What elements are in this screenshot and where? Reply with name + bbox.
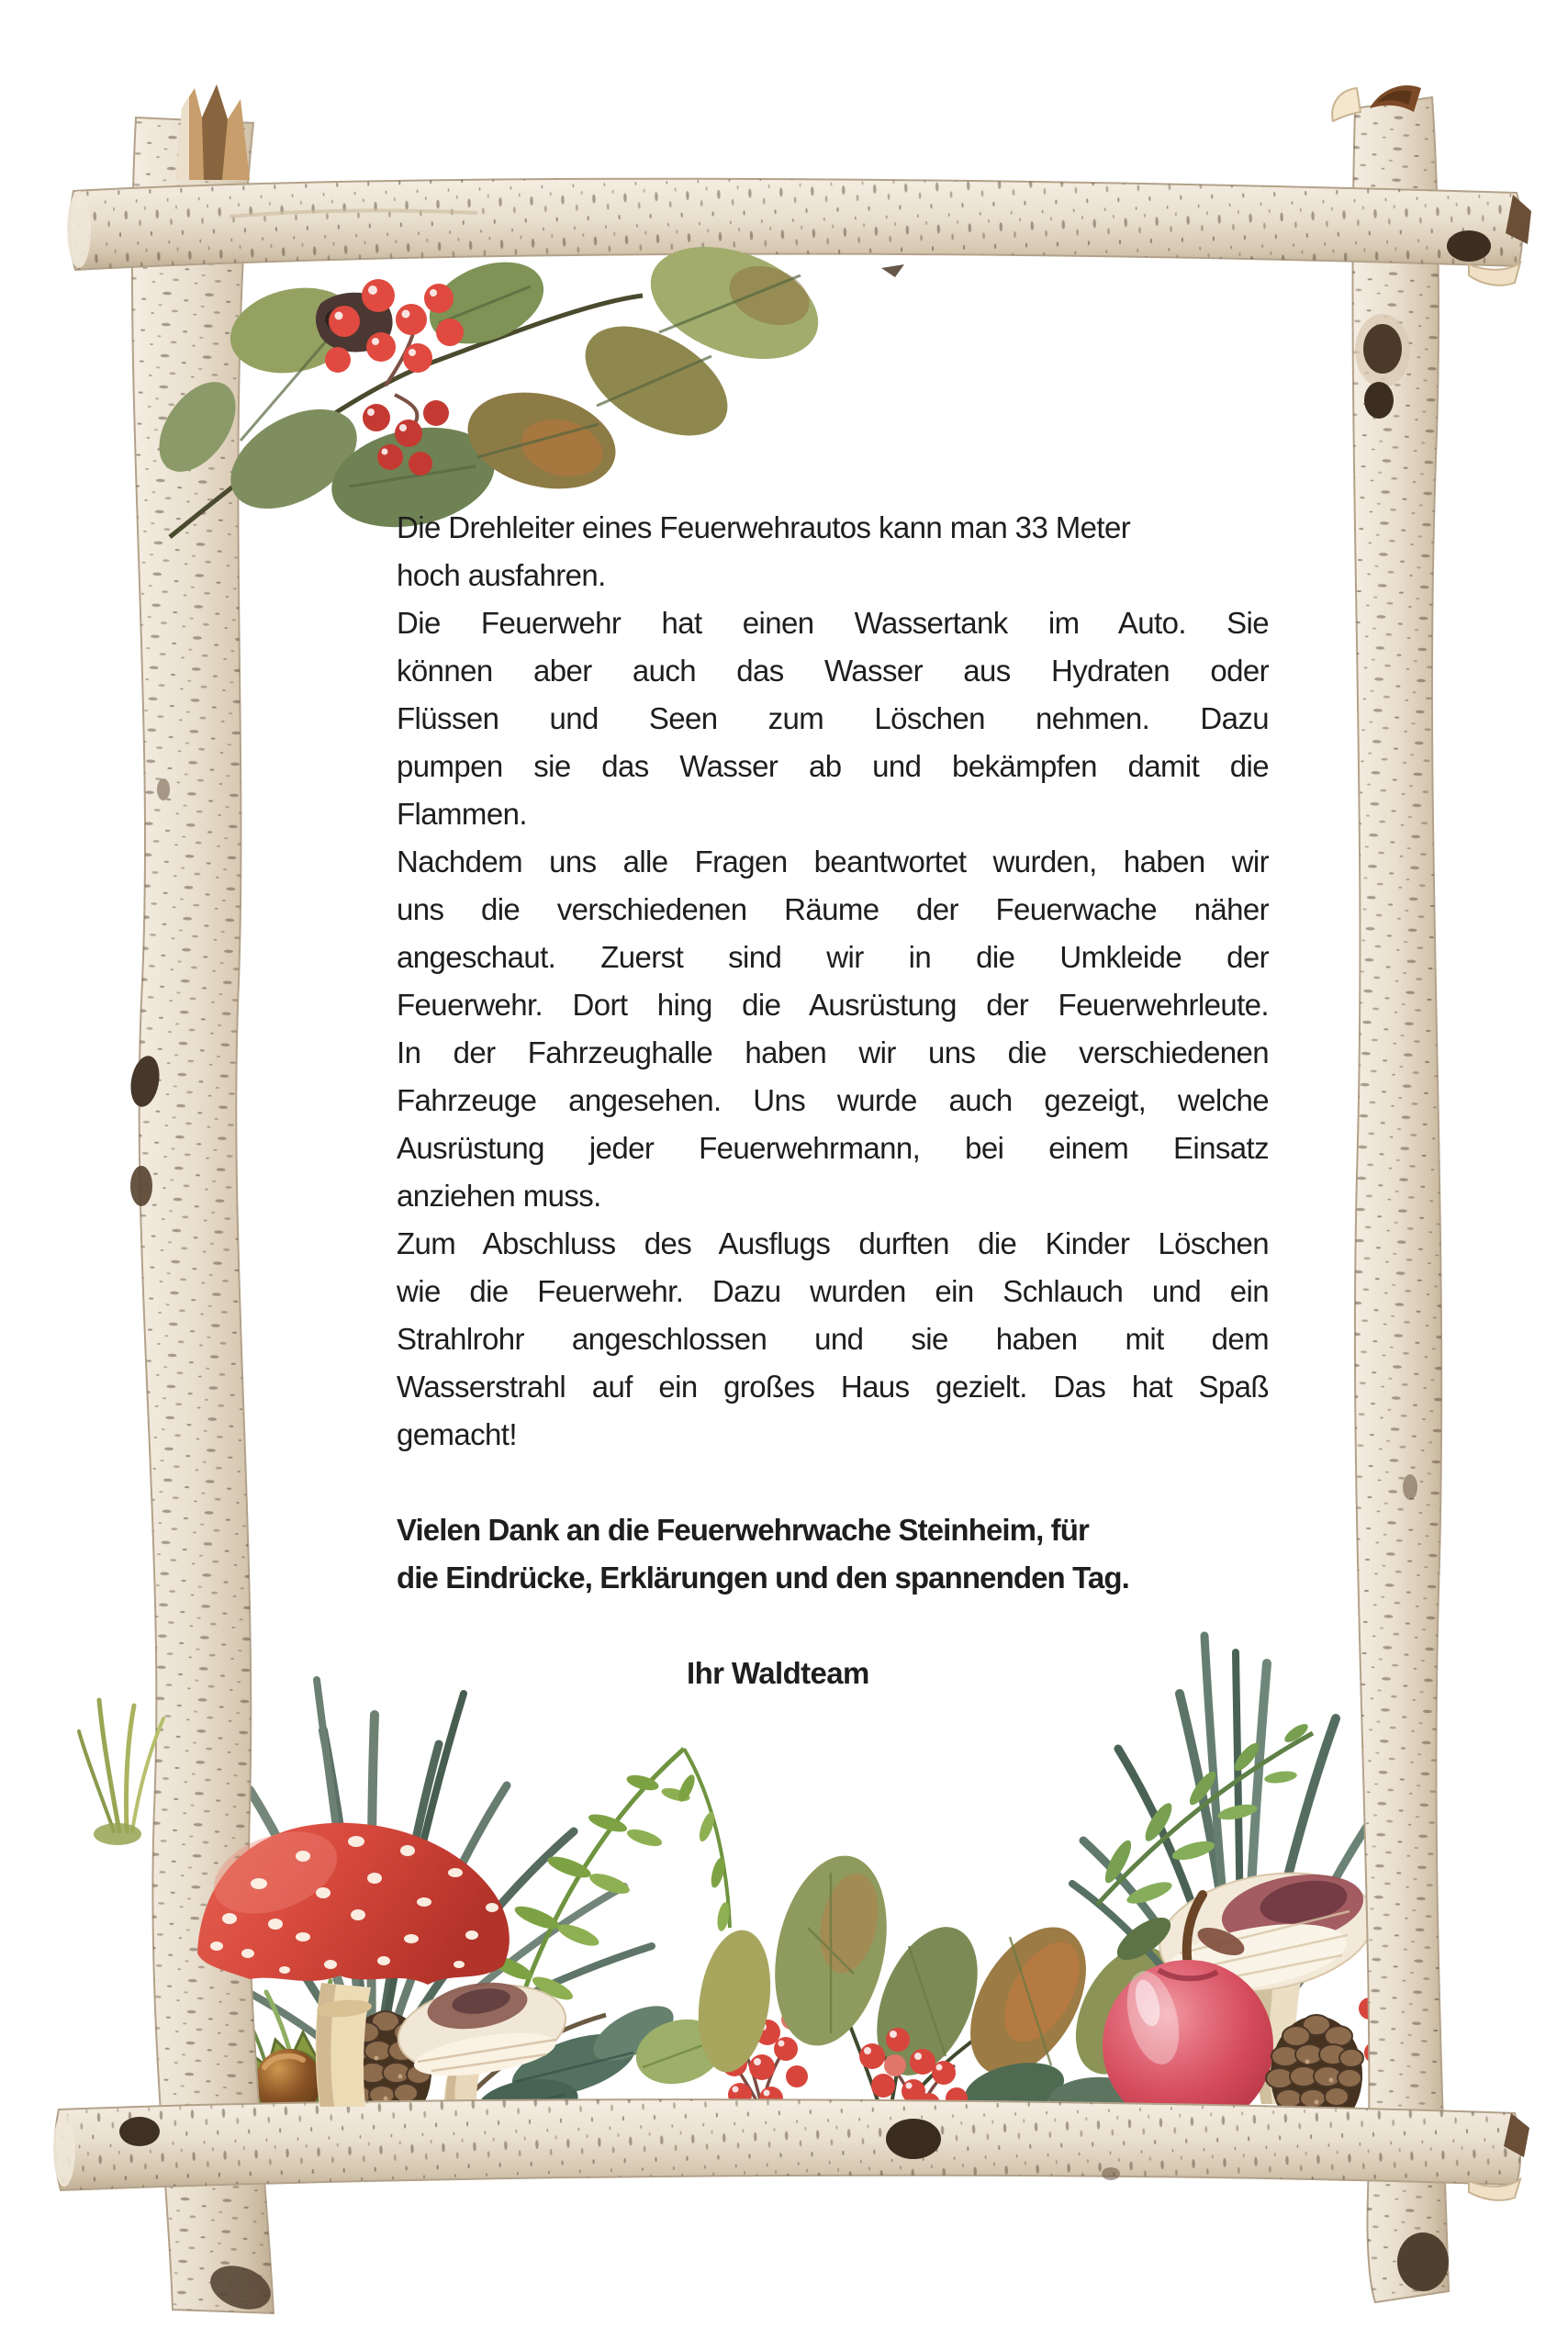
berry-branch-icon bbox=[143, 226, 834, 542]
letter-line: Die Feuerwehr hat einen Wassertank im Auto. Sie bbox=[397, 606, 1269, 640]
letter-line: Die Drehleiter eines Feuerwehrautos kann man 33 Meter bbox=[397, 510, 1131, 544]
letter-line: anziehen muss. bbox=[397, 1179, 601, 1213]
fern-icon bbox=[489, 1749, 732, 2020]
letter-line: Feuerwehr. Dort hing die Ausrüstung der Feuerwehrleute. bbox=[397, 988, 1269, 1022]
letter-line: angeschaut. Zuerst sind wir in die Umkleide der bbox=[397, 940, 1269, 974]
letter-line: wie die Feuerwehr. Dazu wurden ein Schlauch und ein bbox=[397, 1274, 1269, 1308]
frame-branch-bottom bbox=[53, 2099, 1529, 2200]
letter-line: In der Fahrzeughalle haben wir uns die verschiedenen bbox=[397, 1035, 1269, 1069]
letter-line: Strahlrohr angeschlossen und sie haben mit dem bbox=[397, 1322, 1269, 1356]
thanks-note bbox=[397, 1506, 1269, 1602]
letter-line: Flüssen und Seen zum Löschen nehmen. Dazu bbox=[397, 701, 1269, 735]
letter-line: Zum Abschluss des Ausflugs durften die Kinder Löschen bbox=[397, 1226, 1269, 1260]
letter-line: hoch ausfahren. bbox=[397, 558, 606, 592]
letter-text bbox=[397, 504, 1269, 1697]
letter-line: Flammen. bbox=[397, 797, 527, 831]
letter-line: Ausrüstung jeder Feuerwehrmann, bei einem Einsatz bbox=[397, 1131, 1269, 1165]
letter-line: Nachdem uns alle Fragen beantwortet wurden, haben wir bbox=[397, 845, 1269, 878]
letter-line: können aber auch das Wasser aus Hydraten oder bbox=[397, 654, 1269, 688]
thanks-line: Vielen Dank an die Feuerwehrwache Steinheim, für bbox=[397, 1513, 1089, 1547]
letter-line: uns die verschiedenen Räume der Feuerwache näher bbox=[397, 892, 1269, 926]
letter-line: Fahrzeuge angesehen. Uns wurde auch gezeigt, welche bbox=[397, 1083, 1269, 1117]
thanks-line: die Eindrücke, Erklärungen und den spannenden Tag. bbox=[397, 1561, 1129, 1595]
frame-branch-top bbox=[67, 179, 1531, 285]
letter-line: pumpen sie das Wasser ab und bekämpfen damit die bbox=[397, 749, 1269, 783]
signature: Ihr Waldteam bbox=[687, 1656, 869, 1690]
moss-tuft-icon bbox=[79, 1700, 163, 1845]
frame-branch-right bbox=[1332, 85, 1449, 2302]
letter-line: Wasserstrahl auf ein großes Haus gezielt. Das hat Spaß bbox=[397, 1370, 1269, 1404]
letter-line: gemacht! bbox=[397, 1417, 517, 1451]
